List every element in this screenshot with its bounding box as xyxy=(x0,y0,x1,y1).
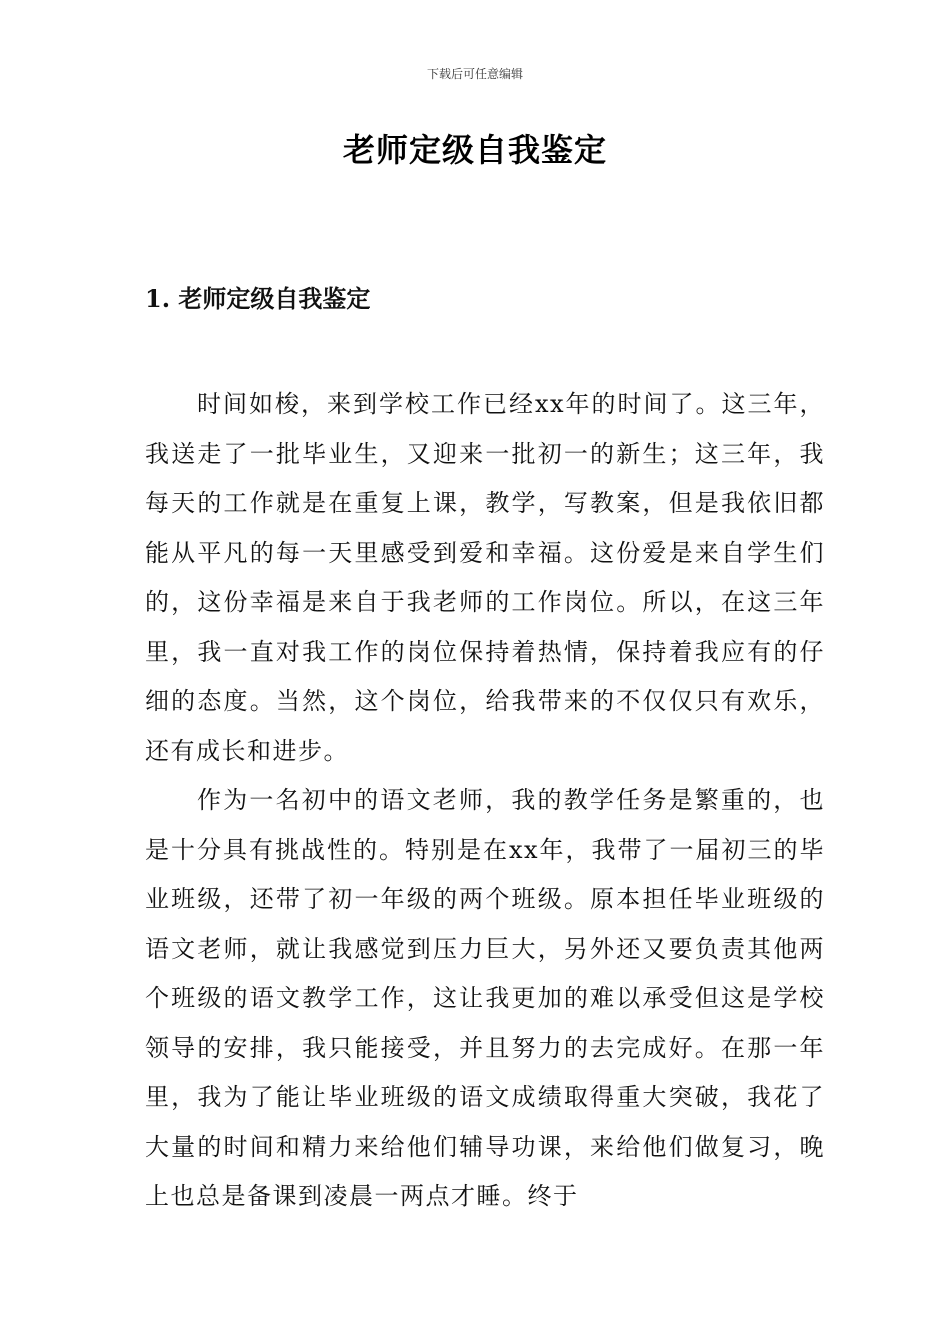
header-note: 下载后可任意编辑 xyxy=(426,67,523,81)
section-heading: 1. 老师定级自我鉴定 xyxy=(145,284,371,313)
paragraph-1: 时间如梭，来到学校工作已经xx年的时间了。这三年，我送走了一批毕业生，又迎来一批初一的新生；这三年，我每天的工作就是在重复上课，教学，写教案，但是我依旧都能从平凡的每一天里感受到爱和幸福。这份爱是来自学生们的，这份幸福是来自于我老师的工作岗位。所以，在这三年里，我一直对我工作的岗位保持着热情，保持着我应有的仔细的态度。当然，这个岗位，给我带来的不仅仅只有欢乐，还有成长和进步。 xyxy=(145,390,825,765)
document-title: 老师定级自我鉴定 xyxy=(342,131,607,169)
document-body xyxy=(145,380,825,1222)
paragraph-2: 作为一名初中的语文老师，我的教学任务是繁重的，也是十分具有挑战性的。特别是在xx年，我带了一届初三的毕业班级，还带了初一年级的两个班级。原本担任毕业班级的语文老师，就让我感觉到压力巨大，另外还又要负责其他两个班级的语文教学工作，这让我更加的难以承受但这是学校领导的安排，我只能接受，并且努力的去完成好。在那一年里，我为了能让毕业班级的语文成绩取得重大突破，我花了大量的时间和精力来给他们辅导功课，来给他们做复习，晚上也总是备课到凌晨一两点才睡。终于 xyxy=(145,786,825,1210)
